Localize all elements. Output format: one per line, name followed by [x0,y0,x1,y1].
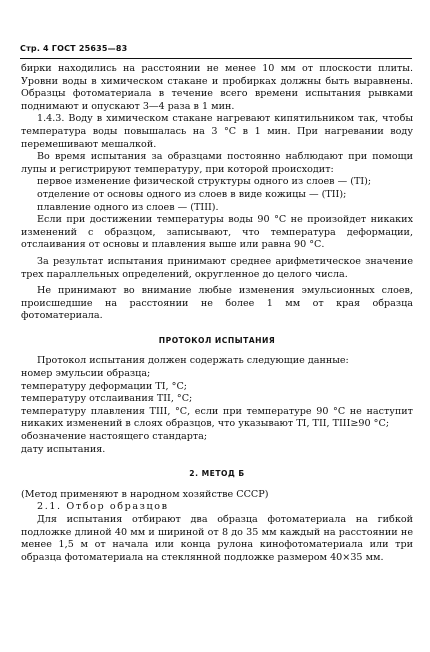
protocol-item: температуру плавления TIII, °С, если при температуре 90 °С не наступит никаких изменений в слоях образцов, что указывают TI, TII, TIII≥90 °С; [21,405,413,430]
paragraph-observation: Во время испытания за образцами постоянно наблюдают при помощи лупы и регистрируют температуру, при которой происходит: [21,151,413,175]
method-b-note: (Метод применяют в народном хозяйстве СССР) [21,488,269,500]
subsection-2-1: 2.1. Отбор образцов [37,501,169,513]
protocol-intro: Протокол испытания должен содержать следующие данные: [37,355,349,367]
protocol-item: дату испытания. [21,443,106,455]
paragraph-continuation: бирки находились на расстоянии не менее 10 мм от плоскости плиты. Уровни воды в химическом стакане и пробирках должны быть выравнены. Образцы фотоматериала в течение всего времени испытания рывками поднимают и опускают 3—4 раза в 1 мин. [21,63,413,112]
paragraph-result: За результат испытания принимают среднее арифметическое значение трех параллельных определений, округленное до целого числа. [21,255,413,280]
protocol-item: обозначение настоящего стандарта; [21,431,208,443]
header-rule [20,58,412,59]
page-content [21,63,413,564]
paragraph-exclusion: Не принимают во внимание любые изменения эмульсионных слоев, происшедшие на расстоянии не более 1 мм от края образца фотоматериала. [21,285,413,322]
protocol-item: номер эмульсии образца; [21,368,151,380]
method-b-heading: 2. МЕТОД Б [189,469,245,479]
page-header: Стр. 4 ГОСТ 25635—83 [20,44,128,53]
observation-item-peeling: отделение от основы одного из слоев в виде кожицы — (TII); [37,188,347,200]
paragraph-1-4-3: 1.4.3. Воду в химическом стакане нагревают кипятильником так, чтобы температура воды повышалась на 3 °С в 1 мин. При нагревании воду перемешивают мешалкой. [21,113,413,150]
protocol-heading: ПРОТОКОЛ ИСПЫТАНИЯ [158,335,276,345]
protocol-item: температуру деформации TI, °С; [21,380,188,392]
protocol-item: температуру отслаивания TII, °С; [21,393,193,405]
paragraph-sampling: Для испытания отбирают два образца фотоматериала на гибкой подложке длиной 40 мм и шириной от 8 до 35 мм каждый на расстоянии не менее 1,5 м от начала или конца рулона кинофотоматериала или три образца фотоматериала на стеклянной подложке размером 40×35 мм. [21,514,413,563]
paragraph-no-change: Если при достижении температуры воды 90 °С не произойдет никаких изменений с образцом, записывают, что температура деформации, отслаивания от основы и плавления выше или равна 90 °С. [21,214,413,251]
observation-item-melting: плавление одного из слоев — (TIII). [37,201,219,213]
observation-item-deformation: первое изменение физической структуры одного из слоев — (TI); [37,176,372,188]
